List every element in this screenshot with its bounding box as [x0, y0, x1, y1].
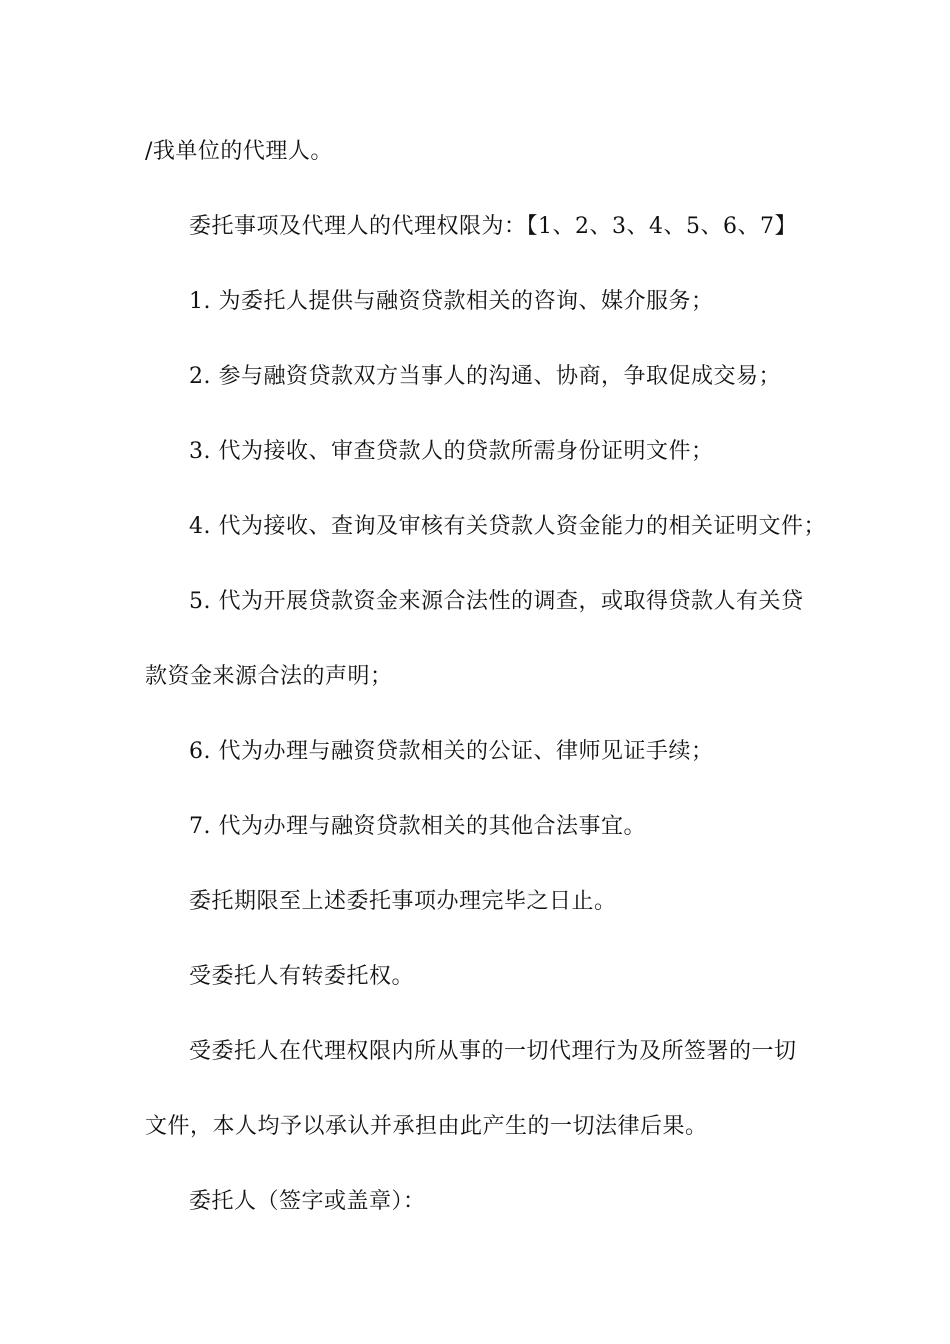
- text-line-term: 委托期限至上述委托事项办理完毕之日止。: [189, 889, 617, 914]
- list-item-4: 4. 代为接收、查询及审核有关贷款人资金能力的相关证明文件；: [189, 514, 826, 539]
- list-item-2: 2. 参与融资贷款双方当事人的沟通、协商，争取促成交易；: [189, 364, 781, 389]
- text-line-sub-delegation: 受委托人有转委托权。: [189, 964, 415, 989]
- list-item-7: 7. 代为办理与融资贷款相关的其他合法事宜。: [189, 814, 646, 839]
- text-line-continuation: /我单位的代理人。: [145, 139, 333, 164]
- text-line-acknowledgement: 受委托人在代理权限内所从事的一切代理行为及所签署的一切: [189, 1039, 797, 1064]
- signature-label: 委托人（签字或盖章）：: [189, 1189, 426, 1214]
- list-item-5: 5. 代为开展贷款资金来源合法性的调查，或取得贷款人有关贷: [189, 589, 804, 614]
- text-line-acknowledgement-continuation: 文件，本人均予以承认并承担由此产生的一切法律后果。: [145, 1114, 708, 1139]
- list-item-6: 6. 代为办理与融资贷款相关的公证、律师见证手续；: [189, 739, 714, 764]
- list-item-3: 3. 代为接收、审查贷款人的贷款所需身份证明文件；: [189, 439, 714, 464]
- text-line-authority-intro: 委托事项及代理人的代理权限为：【1、2、3、4、5、6、7】: [189, 214, 797, 239]
- list-item-5-continuation: 款资金来源合法的声明；: [145, 664, 393, 689]
- list-item-1: 1. 为委托人提供与融资贷款相关的咨询、媒介服务；: [189, 289, 714, 314]
